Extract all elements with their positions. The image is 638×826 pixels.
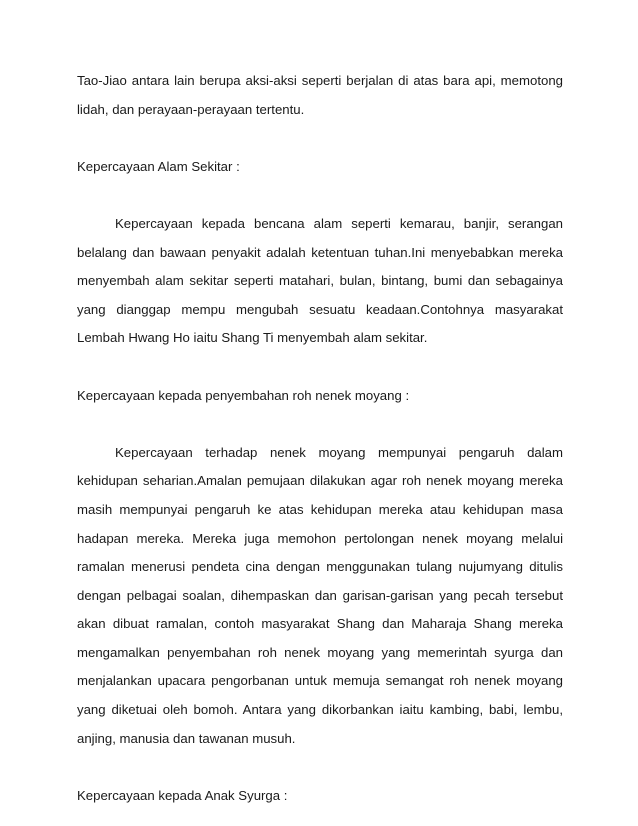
paragraph-tao-jiao: Tao-Jiao antara lain berupa aksi-aksi seperti berjalan di atas bara api, memotong lidah, dan perayaan-perayaan tertentu. — [77, 73, 563, 117]
paragraph-alam-sekitar: Kepercayaan kepada bencana alam seperti kemarau, banjir, serangan belalang dan bawaan penyakit adalah ketentuan tuhan.Ini menyebabkan mereka menyembah alam sekitar seperti matahari, bulan, bintang, bumi dan sebagainya yang dianggap mempu mengubah sesuatu keadaan.Contohnya masyarakat Lembah Hwang Ho iaitu Shang Ti menyembah alam sekitar. — [77, 215, 563, 346]
paragraph-nenek-moyang: Kepercayaan terhadap nenek moyang mempunyai pengaruh dalam kehidupan seharian.Amalan pemujaan dilakukan agar roh nenek moyang mereka masih mempunyai pengaruh ke atas kehidupan mereka atau kehidupan masa hadapan mereka. Mereka juga memohon pertolongan nenek moyang melalui ramalan menerusi pendeta cina dengan menggunakan tulang nujumyang ditulis dengan pelbagai soalan, dihempaskan dan garisan-garisan yang pecah tersebut akan dibuat ramalan, contoh masyarakat Shang dan Maharaja Shang mereka mengamalkan penyembahan roh nenek moyang yang memerintah syurga dan menjalankan upacara pengorbanan untuk memuja semangat roh nenek moyang yang diketuai oleh bomoh. Antara yang dikorbankan iaitu kambing, babi, lembu, anjing, manusia dan tawanan musuh. — [77, 444, 563, 746]
heading-penyembahan-roh-nenek-moyang: Kepercayaan kepada penyembahan roh nenek moyang : — [77, 387, 410, 403]
heading-anak-syurga: Kepercayaan kepada Anak Syurga : — [77, 787, 288, 803]
heading-kepercayaan-alam-sekitar: Kepercayaan Alam Sekitar : — [77, 158, 240, 174]
document-body — [77, 67, 563, 810]
